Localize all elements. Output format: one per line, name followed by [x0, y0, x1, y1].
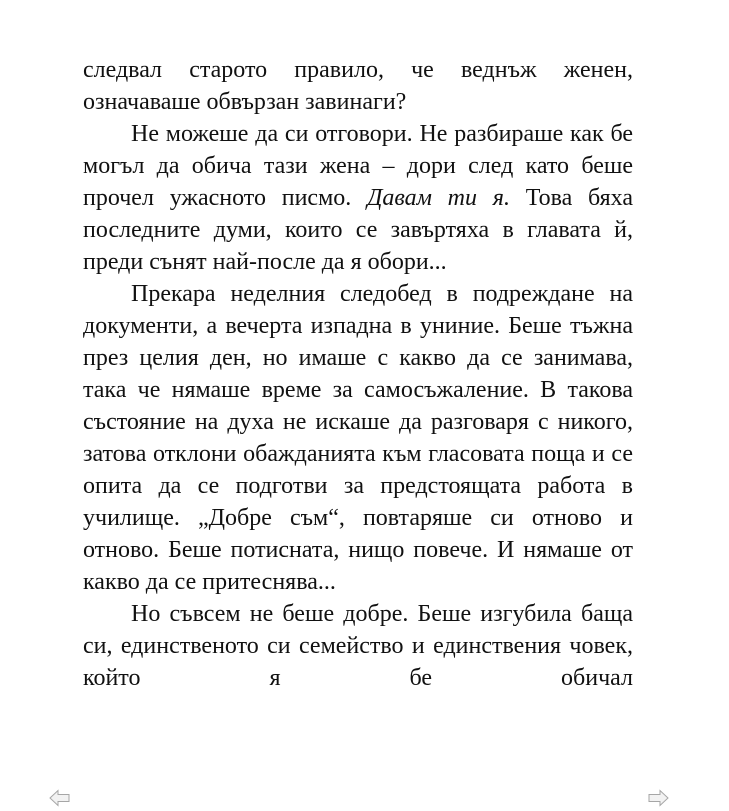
paragraph-text: Но съвсем не беше добре. Беше изгубила баща си, единственото си семейство и единствения човек, който я бе обичал	[83, 601, 633, 691]
paragraph	[83, 118, 633, 278]
arrow-left-icon	[49, 789, 71, 807]
paragraph-text: Прекара неделния следобед в подреждане на документи, а вечерта изпадна в униние. Беше тъжна през целия ден, но имаше с какво да се занимава, така че нямаше време за самосъжаление. В такова състояние на духа не искаше да разговаря с никого, затова отклони обажданията към гласовата поща и се опита да се подготви за предстоящата работа в училище. „Добре съм“, повтаряше си отново и отново. Беше потисната, нищо повече. И нямаше от какво да се притеснява...	[83, 281, 633, 595]
previous-page-arrow-icon[interactable]	[49, 789, 71, 807]
paragraph-text: следвал старото правило, че веднъж женен, означаваше обвързан завинаги?	[83, 57, 633, 115]
paragraph	[83, 54, 633, 118]
arrow-right-icon	[647, 789, 669, 807]
emphasized-text: Давам ти я.	[367, 185, 510, 211]
page-text	[83, 54, 633, 694]
paragraph-text: Това бяха последните думи, които се завъртяха в главата й, преди сънят най-после да я обори...	[83, 185, 634, 275]
paragraph	[83, 278, 633, 598]
paragraph-text: Не можеше да си отговори. Не разбираше как бе могъл да обича тази жена – дори след като беше прочел ужасното писмо.	[83, 121, 633, 211]
paragraph	[83, 598, 633, 694]
next-page-arrow-icon[interactable]	[647, 789, 669, 807]
